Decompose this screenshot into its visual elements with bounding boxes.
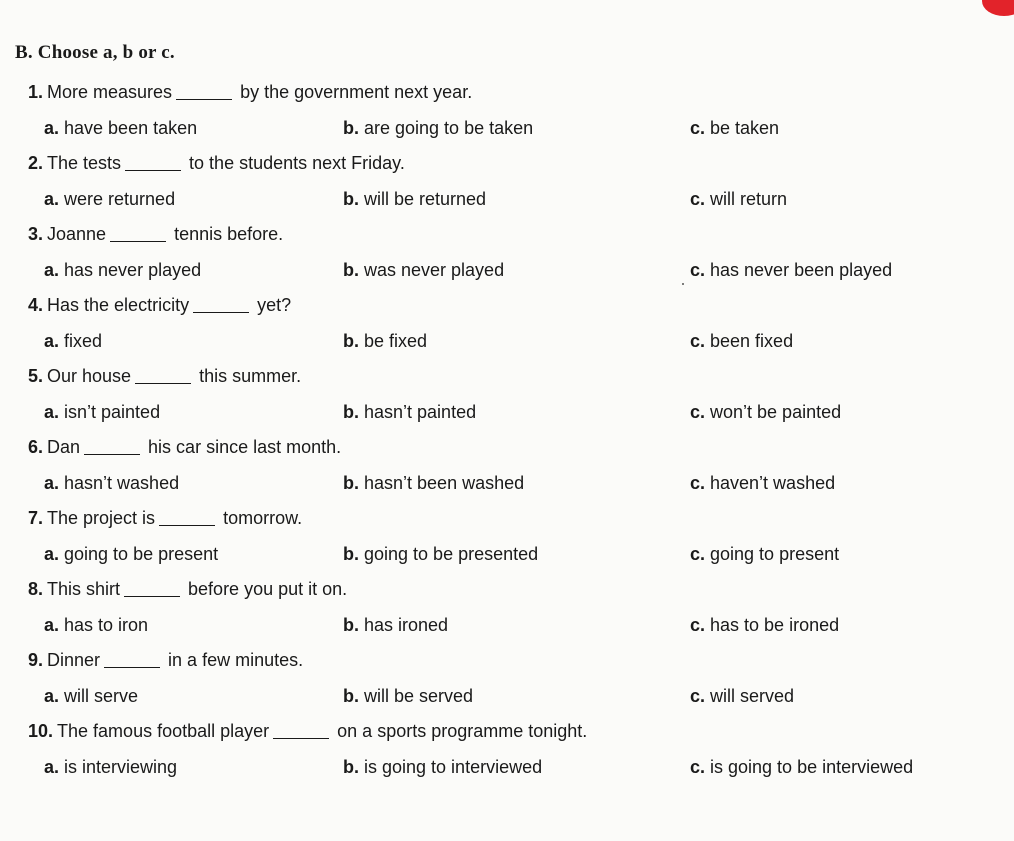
question-text-before: Dinner <box>47 650 101 670</box>
option-letter: a. <box>44 686 60 706</box>
option-10a[interactable] <box>44 757 177 778</box>
option-4a[interactable] <box>44 331 102 352</box>
option-text: are going to be taken <box>364 118 534 138</box>
question-6 <box>28 437 341 458</box>
option-letter: c. <box>690 260 706 280</box>
option-5c[interactable] <box>690 402 841 423</box>
option-letter: a. <box>44 615 60 635</box>
option-text: going to be present <box>64 544 219 564</box>
question-text-after: by the government next year. <box>240 82 473 102</box>
option-text: been fixed <box>710 331 794 351</box>
option-text: has to be ironed <box>710 615 840 635</box>
option-text: going to present <box>710 544 840 564</box>
question-text-after: on a sports programme tonight. <box>337 721 588 741</box>
answer-blank[interactable] <box>159 525 215 526</box>
option-text: will served <box>710 686 795 706</box>
option-5a[interactable] <box>44 402 160 423</box>
option-text: isn’t painted <box>64 402 161 422</box>
answer-blank[interactable] <box>110 241 166 242</box>
option-letter: b. <box>343 544 359 564</box>
question-text-after: yet? <box>257 295 292 315</box>
question-1 <box>28 82 472 103</box>
option-6c[interactable] <box>690 473 835 494</box>
option-4b[interactable] <box>343 331 427 352</box>
answer-blank[interactable] <box>104 667 160 668</box>
option-text: is interviewing <box>64 757 178 777</box>
option-text: hasn’t painted <box>364 402 477 422</box>
question-number: 3. <box>28 224 44 244</box>
option-letter: a. <box>44 331 60 351</box>
option-text: will serve <box>64 686 139 706</box>
answer-blank[interactable] <box>125 170 181 171</box>
answer-blank[interactable] <box>273 738 329 739</box>
answer-blank[interactable] <box>84 454 140 455</box>
question-text-after: this summer. <box>199 366 302 386</box>
question-text-before: Our house <box>47 366 132 386</box>
option-text: going to be presented <box>364 544 539 564</box>
question-number: 5. <box>28 366 44 386</box>
option-letter: c. <box>690 757 706 777</box>
option-text: be taken <box>710 118 780 138</box>
question-number: 4. <box>28 295 44 315</box>
option-letter: a. <box>44 757 60 777</box>
option-text: will be served <box>364 686 474 706</box>
question-8 <box>28 579 347 600</box>
question-number: 10. <box>28 721 54 741</box>
option-letter: b. <box>343 686 359 706</box>
option-text: be fixed <box>364 331 428 351</box>
option-text: has never been played <box>710 260 893 280</box>
question-9 <box>28 650 303 671</box>
option-8c[interactable] <box>690 615 839 636</box>
option-7c[interactable] <box>690 544 839 565</box>
option-letter: b. <box>343 118 359 138</box>
option-9c[interactable] <box>690 686 794 707</box>
question-number: 6. <box>28 437 44 457</box>
option-text: won’t be painted <box>710 402 842 422</box>
option-letter: b. <box>343 189 359 209</box>
option-2a[interactable] <box>44 189 175 210</box>
question-number: 7. <box>28 508 44 528</box>
option-1b[interactable] <box>343 118 533 139</box>
question-number: 1. <box>28 82 44 102</box>
option-text: hasn’t been washed <box>364 473 525 493</box>
answer-blank[interactable] <box>193 312 249 313</box>
option-letter: a. <box>44 544 60 564</box>
question-text-after: tomorrow. <box>223 508 303 528</box>
stray-dot <box>682 283 684 285</box>
option-letter: c. <box>690 331 706 351</box>
option-text: haven’t washed <box>710 473 836 493</box>
question-text-after: tennis before. <box>174 224 284 244</box>
question-text-before: Has the electricity <box>47 295 190 315</box>
question-text-before: The project is <box>47 508 156 528</box>
option-text: is going to interviewed <box>364 757 543 777</box>
question-text-before: The famous football player <box>57 721 270 741</box>
option-letter: b. <box>343 402 359 422</box>
question-2 <box>28 153 405 174</box>
option-5b[interactable] <box>343 402 476 423</box>
question-3 <box>28 224 283 245</box>
option-letter: c. <box>690 189 706 209</box>
question-text-after: to the students next Friday. <box>189 153 405 173</box>
option-text: is going to be interviewed <box>710 757 914 777</box>
answer-blank[interactable] <box>176 99 232 100</box>
option-2c[interactable] <box>690 189 787 210</box>
option-text: were returned <box>64 189 176 209</box>
question-text-before: More measures <box>47 82 173 102</box>
option-letter: c. <box>690 544 706 564</box>
option-text: will be returned <box>364 189 487 209</box>
option-6a[interactable] <box>44 473 179 494</box>
option-letter: c. <box>690 118 706 138</box>
question-7 <box>28 508 302 529</box>
question-text-before: The tests <box>47 153 122 173</box>
option-letter: b. <box>343 331 359 351</box>
option-3c[interactable] <box>690 260 892 281</box>
question-4 <box>28 295 291 316</box>
option-text: have been taken <box>64 118 198 138</box>
option-1a[interactable] <box>44 118 197 139</box>
option-letter: c. <box>690 473 706 493</box>
option-text: has ironed <box>364 615 449 635</box>
option-letter: c. <box>690 615 706 635</box>
option-text: hasn’t washed <box>64 473 180 493</box>
question-number: 2. <box>28 153 44 173</box>
option-6b[interactable] <box>343 473 524 494</box>
option-4c[interactable] <box>690 331 793 352</box>
option-text: was never played <box>364 260 505 280</box>
option-text: will return <box>710 189 788 209</box>
option-letter: c. <box>690 686 706 706</box>
option-7b[interactable] <box>343 544 538 565</box>
option-7a[interactable] <box>44 544 218 565</box>
option-letter: b. <box>343 757 359 777</box>
option-3a[interactable] <box>44 260 201 281</box>
option-letter: b. <box>343 473 359 493</box>
option-letter: b. <box>343 260 359 280</box>
question-5 <box>28 366 301 387</box>
question-text-after: before you put it on. <box>188 579 348 599</box>
question-text-before: Dan <box>47 437 81 457</box>
answer-blank[interactable] <box>135 383 191 384</box>
option-text: fixed <box>64 331 103 351</box>
section-title: B. Choose a, b or c. <box>15 42 175 63</box>
question-text-before: This shirt <box>47 579 121 599</box>
question-text-after: in a few minutes. <box>168 650 304 670</box>
option-10b[interactable] <box>343 757 542 778</box>
question-10 <box>28 721 587 742</box>
option-text: has never played <box>64 260 202 280</box>
answer-blank[interactable] <box>124 596 180 597</box>
option-1c[interactable] <box>690 118 779 139</box>
option-10c[interactable] <box>690 757 913 778</box>
question-text-after: his car since last month. <box>148 437 342 457</box>
option-letter: c. <box>690 402 706 422</box>
question-number: 8. <box>28 579 44 599</box>
option-letter: a. <box>44 118 60 138</box>
option-8a[interactable] <box>44 615 148 636</box>
option-letter: a. <box>44 473 60 493</box>
question-number: 9. <box>28 650 44 670</box>
option-3b[interactable] <box>343 260 504 281</box>
option-letter: a. <box>44 189 60 209</box>
option-9b[interactable] <box>343 686 473 707</box>
option-2b[interactable] <box>343 189 486 210</box>
option-letter: a. <box>44 402 60 422</box>
option-8b[interactable] <box>343 615 448 636</box>
corner-tab-mark <box>982 0 1014 16</box>
option-text: has to iron <box>64 615 149 635</box>
option-letter: a. <box>44 260 60 280</box>
option-letter: b. <box>343 615 359 635</box>
option-9a[interactable] <box>44 686 138 707</box>
question-text-before: Joanne <box>47 224 107 244</box>
